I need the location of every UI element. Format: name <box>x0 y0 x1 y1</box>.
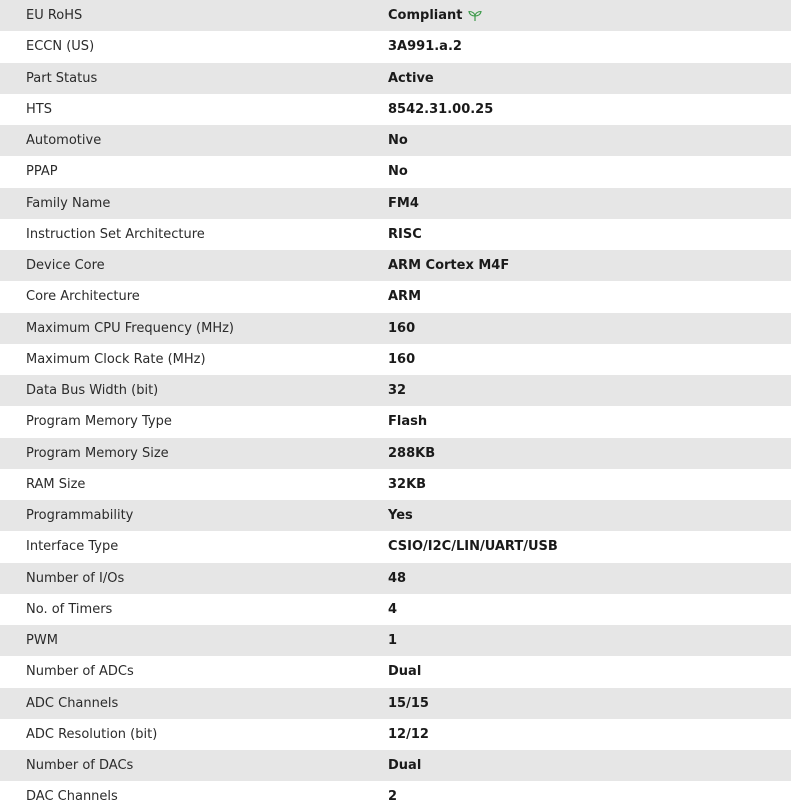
table-row <box>0 94 791 125</box>
row-label: Part Status <box>26 70 98 86</box>
table-row <box>0 688 791 719</box>
table-row <box>0 781 791 812</box>
table-row <box>0 313 791 344</box>
row-value: Yes <box>388 508 413 524</box>
row-label: Device Core <box>26 258 105 274</box>
row-value: 32 <box>388 383 407 399</box>
row-value: 160 <box>388 351 416 367</box>
row-label: Number of ADCs <box>26 664 134 680</box>
table-row <box>0 406 791 437</box>
row-label: ADC Resolution (bit) <box>26 726 158 742</box>
row-value: 32KB <box>388 476 427 492</box>
row-value: Flash <box>388 414 428 430</box>
table-row <box>0 438 791 469</box>
table-row <box>0 719 791 750</box>
table-row <box>0 656 791 687</box>
row-label: Number of DACs <box>26 758 134 774</box>
row-value: Active <box>388 70 434 86</box>
row-value: 8542.31.00.25 <box>388 101 494 117</box>
row-label: Program Memory Type <box>26 414 172 430</box>
table-row <box>0 250 791 281</box>
row-label: RAM Size <box>26 476 86 492</box>
table-row <box>0 125 791 156</box>
row-value: CSIO/I2C/LIN/UART/USB <box>388 539 558 555</box>
row-label: Number of I/Os <box>26 570 125 586</box>
row-value: No <box>388 133 408 149</box>
table-row <box>0 281 791 312</box>
table-row <box>0 750 791 781</box>
row-value: No <box>388 164 408 180</box>
row-label: DAC Channels <box>26 789 118 805</box>
row-label: Core Architecture <box>26 289 140 305</box>
table-row <box>0 344 791 375</box>
row-value: 160 <box>388 320 416 336</box>
row-label: HTS <box>26 101 52 117</box>
row-label: Data Bus Width (bit) <box>26 383 159 399</box>
row-label: No. of Timers <box>26 601 113 617</box>
row-value: 2 <box>388 789 398 805</box>
table-row-eu-rohs <box>0 0 791 31</box>
table-row <box>0 594 791 625</box>
row-label: ECCN (US) <box>26 39 95 55</box>
row-label: Programmability <box>26 508 134 524</box>
row-value: RISC <box>388 226 422 242</box>
row-value: ARM <box>388 289 422 305</box>
row-value: 15/15 <box>388 695 429 711</box>
row-value-container <box>388 8 791 23</box>
row-value: 3A991.a.2 <box>388 39 462 55</box>
row-label: Interface Type <box>26 539 119 555</box>
row-label: Automotive <box>26 133 102 149</box>
row-label: EU RoHS <box>26 8 83 24</box>
row-label: Maximum CPU Frequency (MHz) <box>26 320 234 336</box>
row-label: PPAP <box>26 164 58 180</box>
row-label: Maximum Clock Rate (MHz) <box>26 351 206 367</box>
table-row <box>0 500 791 531</box>
table-row <box>0 625 791 656</box>
row-value: Dual <box>388 758 422 774</box>
table-row <box>0 156 791 187</box>
table-row <box>0 219 791 250</box>
row-value: 288KB <box>388 445 436 461</box>
table-row <box>0 375 791 406</box>
leaf-icon <box>468 10 482 22</box>
table-row <box>0 31 791 62</box>
table-row <box>0 563 791 594</box>
table-row <box>0 188 791 219</box>
row-label: PWM <box>26 633 58 649</box>
table-row <box>0 63 791 94</box>
row-value: ARM Cortex M4F <box>388 258 510 274</box>
row-value: 12/12 <box>388 726 429 742</box>
row-label: Program Memory Size <box>26 445 169 461</box>
row-value: FM4 <box>388 195 419 211</box>
row-label: Instruction Set Architecture <box>26 226 205 242</box>
row-value: 1 <box>388 633 398 649</box>
row-value: Dual <box>388 664 422 680</box>
row-label: ADC Channels <box>26 695 119 711</box>
table-row <box>0 531 791 562</box>
row-value: 48 <box>388 570 407 586</box>
row-value: 4 <box>388 601 398 617</box>
row-label: Family Name <box>26 195 111 211</box>
table-row <box>0 469 791 500</box>
row-value: Compliant <box>388 8 463 24</box>
